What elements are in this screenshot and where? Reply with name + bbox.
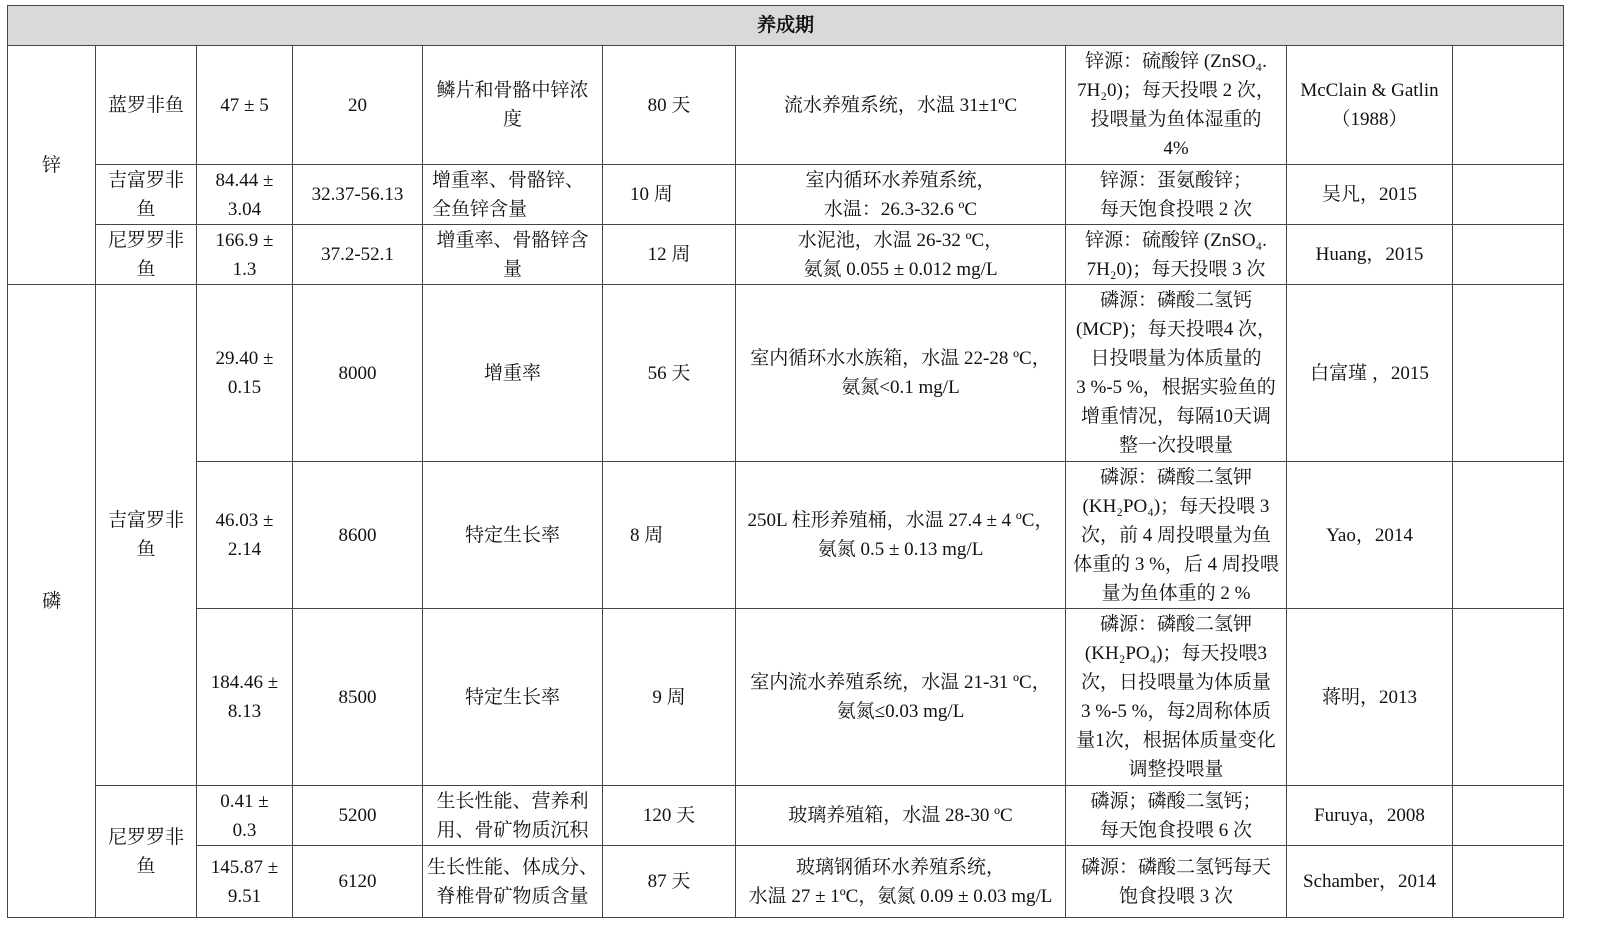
stage-header: 养成期 — [8, 6, 1564, 46]
conditions-cell: 250L 柱形养殖桶，水温 27.4 ± 4 ºC， 氨氮 0.5 ± 0.13 mg/L — [736, 462, 1066, 609]
conditions-cell: 室内流水养殖系统，水温 21-31 ºC， 氨氮≤0.03 mg/L — [736, 609, 1066, 786]
requirements-table — [7, 5, 1564, 918]
table-container — [7, 5, 1564, 918]
duration-cell: 12 周 — [603, 225, 736, 285]
reference-cell: 白富瑾 ，2015 — [1287, 285, 1453, 462]
indicator-cell: 特定生长率 — [423, 609, 603, 786]
feeding-cell: 磷源：磷酸二氢钙每天 饱食投喂 3 次 — [1066, 846, 1287, 918]
duration-cell: 8 周 — [603, 462, 736, 609]
species-cell: 尼罗罗非鱼 — [96, 786, 197, 918]
table-row — [8, 846, 1564, 918]
conditions-cell: 玻璃养殖箱，水温 28-30 ºC — [736, 786, 1066, 846]
requirement-cell: 5200 — [293, 786, 423, 846]
empty-cell — [1453, 165, 1564, 225]
weight-cell: 47 ± 5 — [197, 46, 293, 165]
feeding-cell: 锌源：蛋氨酸锌； 每天饱食投喂 2 次 — [1066, 165, 1287, 225]
weight-cell: 184.46 ± 8.13 — [197, 609, 293, 786]
reference-cell: Schamber，2014 — [1287, 846, 1453, 918]
species-cell: 吉富罗非鱼 — [96, 165, 197, 225]
requirement-cell: 32.37-56.13 — [293, 165, 423, 225]
feeding-cell: 锌源：硫酸锌 (ZnSO₄. 7H₂0)；每天投喂 3 次 — [1066, 225, 1287, 285]
conditions-cell: 玻璃钢循环水养殖系统， 水温 27 ± 1ºC，氨氮 0.09 ± 0.03 mg/L — [736, 846, 1066, 918]
table-row — [8, 285, 1564, 462]
empty-cell — [1453, 285, 1564, 462]
conditions-cell: 室内循环水水族箱，水温 22-28 ºC， 氨氮<0.1 mg/L — [736, 285, 1066, 462]
indicator-cell: 特定生长率 — [423, 462, 603, 609]
requirement-cell: 8600 — [293, 462, 423, 609]
nutrient-cell: 锌 — [8, 46, 96, 285]
requirement-cell: 37.2-52.1 — [293, 225, 423, 285]
weight-cell: 46.03 ± 2.14 — [197, 462, 293, 609]
reference-cell: Furuya，2008 — [1287, 786, 1453, 846]
requirement-cell: 6120 — [293, 846, 423, 918]
feeding-cell: 磷源：磷酸二氢钾 (KH₂PO₄)；每天投喂 3 次，前 4 周投喂量为鱼 体重的 3 %，后 4 周投喂 量为鱼体重的 2 % — [1066, 462, 1287, 609]
duration-cell: 87 天 — [603, 846, 736, 918]
empty-cell — [1453, 786, 1564, 846]
conditions-cell: 水泥池，水温 26-32 ºC， 氨氮 0.055 ± 0.012 mg/L — [736, 225, 1066, 285]
empty-cell — [1453, 609, 1564, 786]
conditions-cell: 室内循环水养殖系统， 水温：26.3-32.6 ºC — [736, 165, 1066, 225]
indicator-cell: 生长性能、体成分、 脊椎骨矿物质含量 — [423, 846, 603, 918]
feeding-cell: 磷源：磷酸二氢钾 (KH₂PO₄)；每天投喂3 次，日投喂量为体质量 3 %-5 %，每2周称体质 量1次，根据体质量变化 调整投喂量 — [1066, 609, 1287, 786]
nutrient-cell: 磷 — [8, 285, 96, 918]
species-cell: 吉富罗非鱼 — [96, 285, 197, 786]
requirement-cell: 20 — [293, 46, 423, 165]
feeding-cell: 磷源；磷酸二氢钙； 每天饱食投喂 6 次 — [1066, 786, 1287, 846]
reference-cell: 吴凡，2015 — [1287, 165, 1453, 225]
conditions-cell: 流水养殖系统，水温 31±1ºC — [736, 46, 1066, 165]
empty-cell — [1453, 846, 1564, 918]
empty-cell — [1453, 46, 1564, 165]
reference-cell: Yao，2014 — [1287, 462, 1453, 609]
reference-cell: McClain & Gatlin （1988） — [1287, 46, 1453, 165]
duration-cell: 120 天 — [603, 786, 736, 846]
indicator-cell: 增重率 — [423, 285, 603, 462]
weight-cell: 145.87 ± 9.51 — [197, 846, 293, 918]
weight-cell: 84.44 ± 3.04 — [197, 165, 293, 225]
empty-cell — [1453, 462, 1564, 609]
reference-cell: 蒋明，2013 — [1287, 609, 1453, 786]
weight-cell: 29.40 ± 0.15 — [197, 285, 293, 462]
duration-cell: 56 天 — [603, 285, 736, 462]
table-row — [8, 609, 1564, 786]
requirement-cell: 8000 — [293, 285, 423, 462]
species-cell: 尼罗罗非鱼 — [96, 225, 197, 285]
weight-cell: 166.9 ± 1.3 — [197, 225, 293, 285]
table-row — [8, 462, 1564, 609]
duration-cell: 10 周 — [603, 165, 736, 225]
duration-cell: 9 周 — [603, 609, 736, 786]
weight-cell: 0.41 ± 0.3 — [197, 786, 293, 846]
indicator-cell: 增重率、骨骼锌、 全鱼锌含量 — [423, 165, 603, 225]
empty-cell — [1453, 225, 1564, 285]
indicator-cell: 生长性能、营养利 用、骨矿物质沉积 — [423, 786, 603, 846]
table-row — [8, 165, 1564, 225]
indicator-cell: 鳞片和骨骼中锌浓 度 — [423, 46, 603, 165]
requirement-cell: 8500 — [293, 609, 423, 786]
table-header-row — [8, 6, 1564, 46]
table-row — [8, 46, 1564, 165]
duration-cell: 80 天 — [603, 46, 736, 165]
table-row — [8, 786, 1564, 846]
indicator-cell: 增重率、骨骼锌含 量 — [423, 225, 603, 285]
species-cell: 蓝罗非鱼 — [96, 46, 197, 165]
feeding-cell: 磷源：磷酸二氢钙 (MCP)；每天投喂4 次， 日投喂量为体质量的 3 %-5 %，根据实验鱼的 增重情况，每隔10天调 整一次投喂量 — [1066, 285, 1287, 462]
feeding-cell: 锌源：硫酸锌 (ZnSO₄. 7H₂0)；每天投喂 2 次， 投喂量为鱼体湿重的 4% — [1066, 46, 1287, 165]
table-row — [8, 225, 1564, 285]
reference-cell: Huang，2015 — [1287, 225, 1453, 285]
